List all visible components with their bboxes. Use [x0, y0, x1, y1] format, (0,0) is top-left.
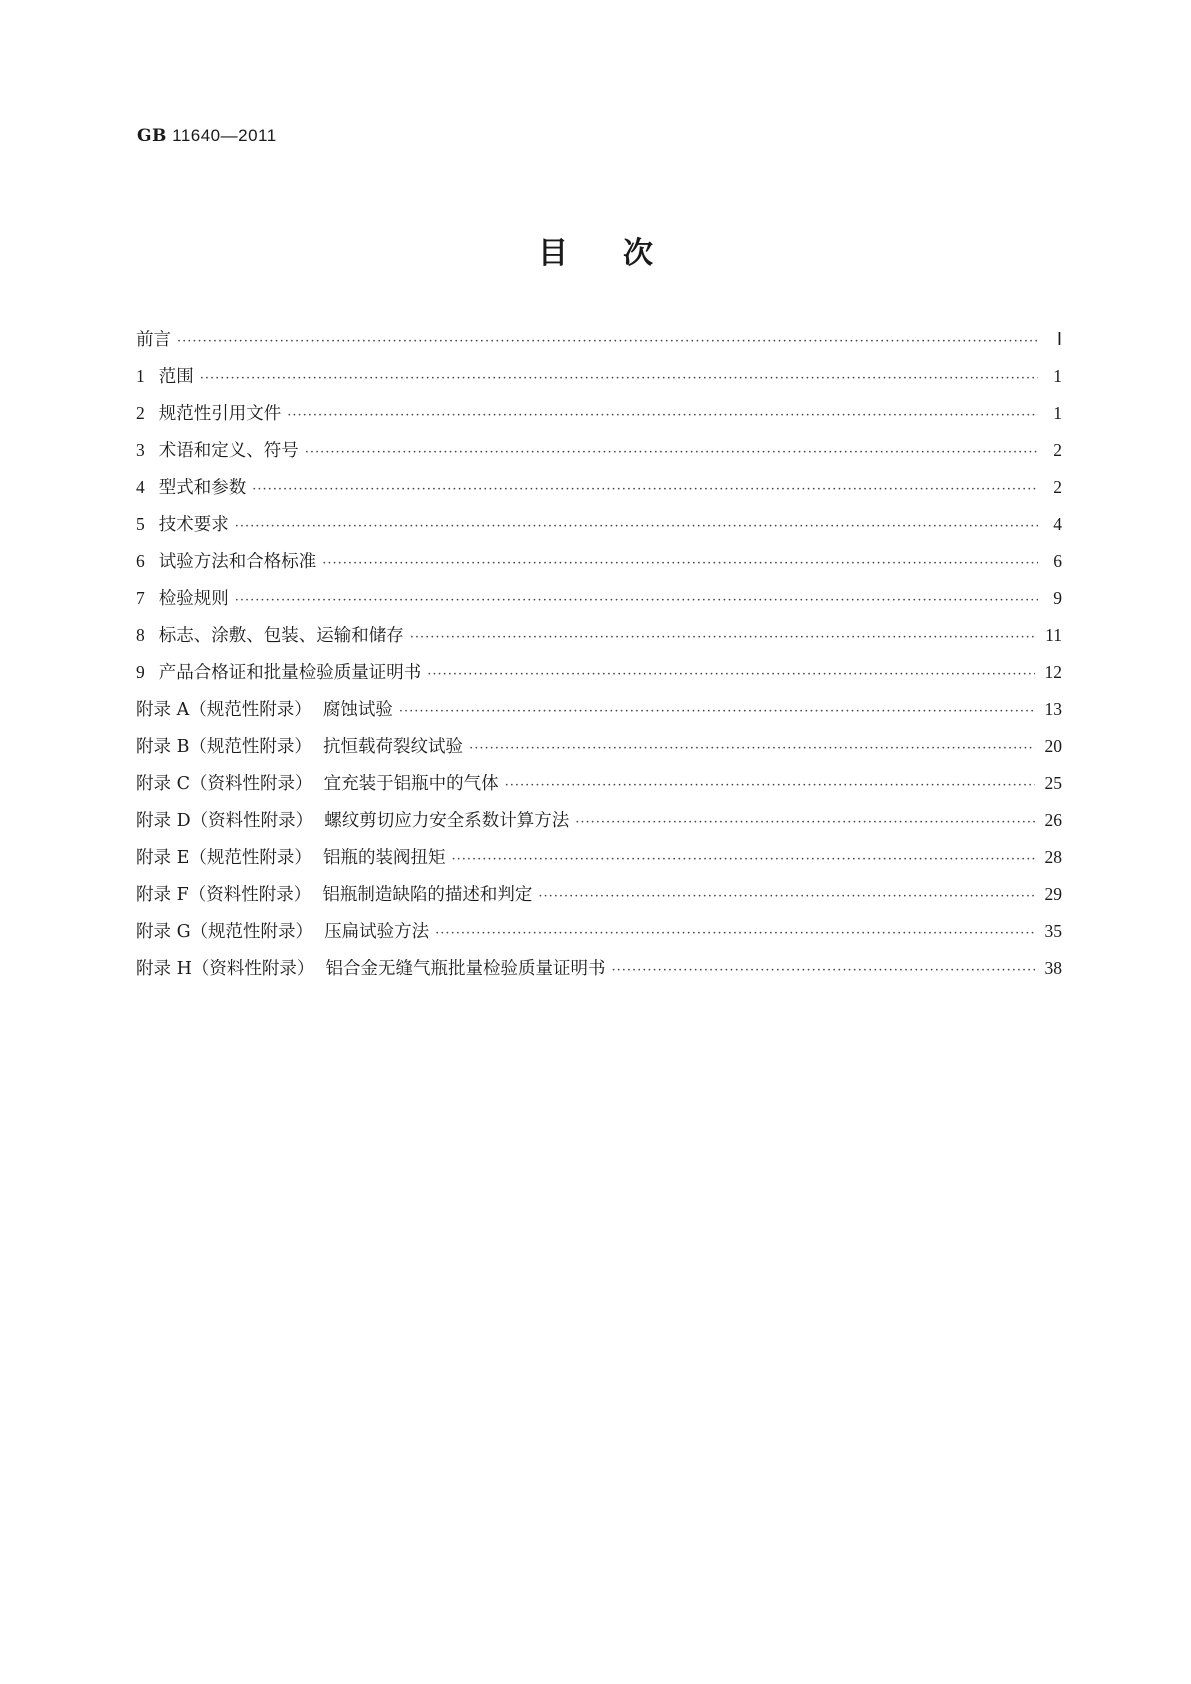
standard-code: GB: [137, 126, 167, 146]
toc-page: 13: [1044, 699, 1062, 719]
toc-number: 3: [136, 440, 145, 460]
toc-page: 29: [1044, 884, 1062, 904]
toc-entry[interactable]: [136, 696, 1062, 733]
toc-page: 12: [1044, 662, 1062, 682]
dot-leader: [287, 408, 1038, 423]
toc-page: 9: [1053, 588, 1062, 608]
toc-label: 试验方法和合格标准: [158, 552, 317, 572]
toc-number: 2: [136, 403, 145, 423]
toc-label: 附录 G（规范性附录） 压扁试验方法: [136, 922, 430, 942]
toc-number: 7: [136, 588, 145, 608]
toc-page: 28: [1044, 847, 1062, 867]
toc-number: 4: [136, 477, 145, 497]
toc-label: 标志、涂敷、包装、运输和储存: [158, 626, 404, 646]
toc-page: 20: [1044, 736, 1062, 756]
toc-entry[interactable]: [136, 807, 1062, 844]
toc-label: 检验规则: [158, 589, 229, 609]
toc-label: 技术要求: [158, 515, 229, 535]
toc-entry[interactable]: [136, 511, 1062, 548]
toc-entry[interactable]: [136, 881, 1062, 918]
toc-page: 25: [1044, 773, 1062, 793]
toc-entry[interactable]: [136, 437, 1062, 474]
toc-label: 附录 D（资料性附录） 螺纹剪切应力安全系数计算方法: [136, 811, 570, 831]
toc-page: 35: [1044, 921, 1062, 941]
dot-leader: [410, 630, 1035, 645]
toc-page: 26: [1044, 810, 1062, 830]
toc-number: 8: [136, 625, 145, 645]
toc-entry[interactable]: [136, 733, 1062, 770]
toc-entry[interactable]: [136, 548, 1062, 585]
toc-page: 1: [1053, 366, 1062, 386]
dot-leader: [427, 667, 1034, 682]
toc-entry[interactable]: [136, 363, 1062, 400]
standard-header: [137, 126, 277, 146]
toc-label: 附录 E（规范性附录） 铝瓶的装阀扭矩: [136, 848, 446, 868]
dot-leader: [305, 445, 1038, 460]
toc-entry[interactable]: [136, 955, 1062, 992]
toc-number: 6: [136, 551, 145, 571]
toc-page: 4: [1053, 514, 1062, 534]
dot-leader: [200, 371, 1038, 386]
toc-entry[interactable]: [136, 585, 1062, 622]
dot-leader: [235, 519, 1038, 534]
toc-entry[interactable]: [136, 400, 1062, 437]
toc-page: 1: [1053, 403, 1062, 423]
dot-leader: [575, 815, 1034, 830]
toc-page: 2: [1053, 440, 1062, 460]
toc-number: 1: [136, 366, 145, 386]
toc-entry[interactable]: [136, 844, 1062, 881]
toc-page: 2: [1053, 477, 1062, 497]
toc-entry[interactable]: [136, 770, 1062, 807]
toc-label: 附录 C（资料性附录） 宜充装于铝瓶中的气体: [136, 774, 499, 794]
page-title: 目次: [538, 236, 708, 271]
dot-leader: [399, 704, 1035, 719]
toc-entry[interactable]: [136, 474, 1062, 511]
dot-leader: [469, 741, 1034, 756]
dot-leader: [538, 889, 1034, 904]
dot-leader: [235, 593, 1038, 608]
toc-label: 附录 B（规范性附录） 抗恒载荷裂纹试验: [136, 737, 464, 757]
toc-label: 附录 H（资料性附录） 铝合金无缝气瓶批量检验质量证明书: [136, 959, 606, 979]
toc-entry[interactable]: [136, 326, 1062, 363]
dot-leader: [451, 852, 1034, 867]
dot-leader: [252, 482, 1038, 497]
standard-number: 11640—2011: [172, 126, 277, 145]
toc-label: 范围: [158, 367, 194, 387]
toc-label: 型式和参数: [158, 478, 247, 498]
toc-entry[interactable]: [136, 918, 1062, 955]
toc-page: 11: [1045, 625, 1062, 645]
dot-leader: [177, 334, 1038, 349]
toc-label: 产品合格证和批量检验质量证明书: [158, 663, 422, 683]
toc-number: 9: [136, 662, 145, 682]
toc-entry[interactable]: [136, 659, 1062, 696]
toc-label: 附录 A（规范性附录） 腐蚀试验: [136, 700, 393, 720]
dot-leader: [611, 963, 1034, 978]
dot-leader: [435, 926, 1034, 941]
toc-page: Ⅰ: [1056, 329, 1062, 349]
toc-number: 5: [136, 514, 145, 534]
dot-leader: [505, 778, 1035, 793]
toc-label: 前言: [136, 330, 171, 350]
table-of-contents: [136, 326, 1062, 992]
dot-leader: [322, 556, 1038, 571]
toc-label: 附录 F（资料性附录） 铝瓶制造缺陷的描述和判定: [136, 885, 533, 905]
toc-label: 规范性引用文件: [158, 404, 282, 424]
toc-entry[interactable]: [136, 622, 1062, 659]
toc-page: 38: [1044, 958, 1062, 978]
toc-label: 术语和定义、符号: [158, 441, 299, 461]
toc-page: 6: [1053, 551, 1062, 571]
